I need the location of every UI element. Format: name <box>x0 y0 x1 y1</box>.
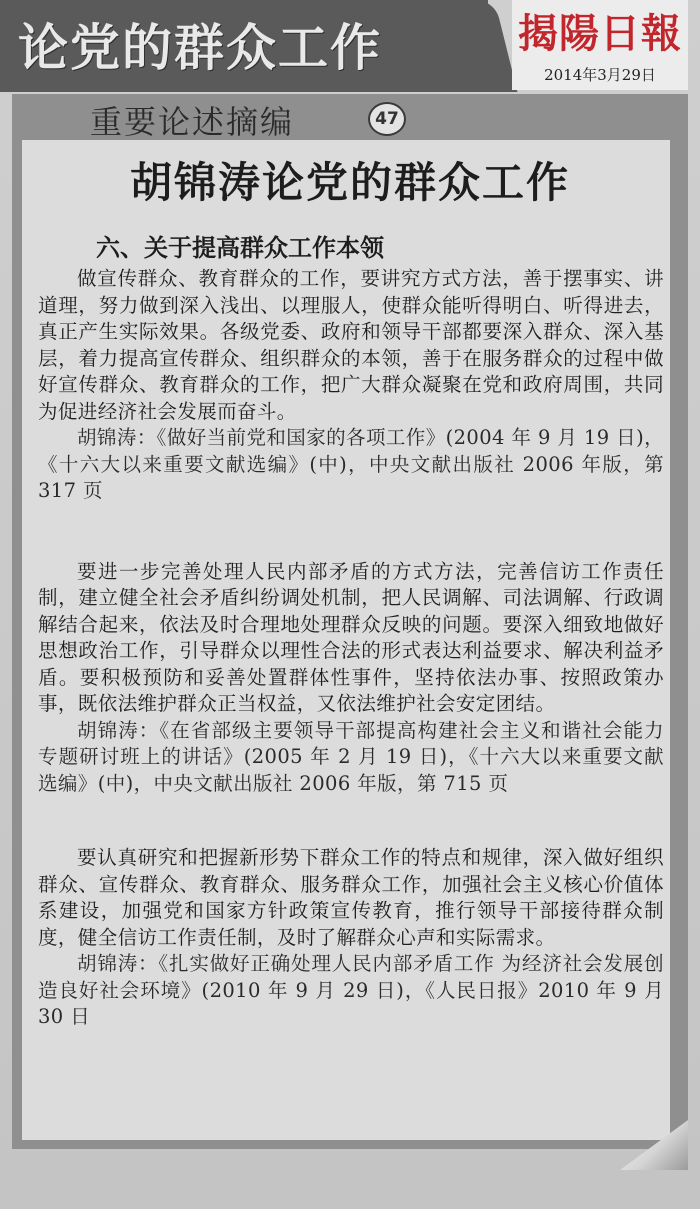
citation-source: 胡锦涛：《在省部级主要领导干部提高构建社会主义和谐社会能力专题研讨班上的讲话》(2005 年 2 月 19 日)，《十六大以来重要文献选编》(中)，中央文献出版社 2006 年版，第 715 页 <box>38 718 664 795</box>
newspaper-masthead <box>512 0 688 90</box>
article-title: 胡锦涛论党的群众工作 <box>129 158 570 207</box>
paragraph-gap <box>38 797 664 845</box>
series-title: 论党的群众工作 <box>18 19 382 77</box>
issue-number-badge: 47 <box>368 102 406 136</box>
quote-paragraph: 要进一步完善处理人民内部矛盾的方式方法，完善信访工作责任制，建立健全社会矛盾纠纷调处机制，把人民调解、司法调解、行政调解结合起来，依法及时合理地处理群众反映的问题。要深入细致地做好思想政治工作，引导群众以理性合法的形式表达利益要求、解决利益矛盾。要积极预防和妥善处置群体性事件，坚持依法办事、按照政策办事，既依法维护群众正当权益，又依法维护社会安定团结。 <box>38 559 664 715</box>
quote-paragraph: 做宣传群众、教育群众的工作，要讲究方式方法，善于摆事实、讲道理，努力做到深入浅出、以理服人，使群众能听得明白、听得进去，真正产生实际效果。各级党委、政府和领导干部都要深入群众、深入基层，着力提高宣传群众、组织群众的本领，善于在服务群众的过程中做好宣传群众、教育群众的工作，把广大群众凝聚在党和政府周围，共同为促进经济社会发展而奋斗。 <box>38 267 664 423</box>
paragraph-gap <box>38 505 664 559</box>
article-body <box>38 266 664 1031</box>
section-heading: 六、关于提高群众工作本领 <box>96 234 384 262</box>
quote-paragraph: 要认真研究和把握新形势下群众工作的特点和规律，深入做好组织群众、宣传群众、教育群众、服务群众工作，加强社会主义核心价值体系建设，加强党和国家方针政策宣传教育，推行领导干部接待群众制度，健全信访工作责任制，及时了解群众心声和实际需求。 <box>38 846 664 949</box>
citation-source: 胡锦涛：《扎实做好正确处理人民内部矛盾工作 为经济社会发展创造良好社会环境》(2010 年 9 月 29 日)，《人民日报》2010 年 9 月 30 日 <box>38 952 664 1028</box>
publication-date: 2014年3月29日 <box>544 66 656 84</box>
newspaper-logo: 揭陽日報 <box>518 10 682 57</box>
citation-source: 胡锦涛：《做好当前党和国家的各项工作》(2004 年 9 月 19 日)，《十六大以来重要文献选编》(中)，中央文献出版社 2006 年版，第 317 页 <box>38 426 664 502</box>
column-header: 重要论述摘编 <box>90 103 295 141</box>
